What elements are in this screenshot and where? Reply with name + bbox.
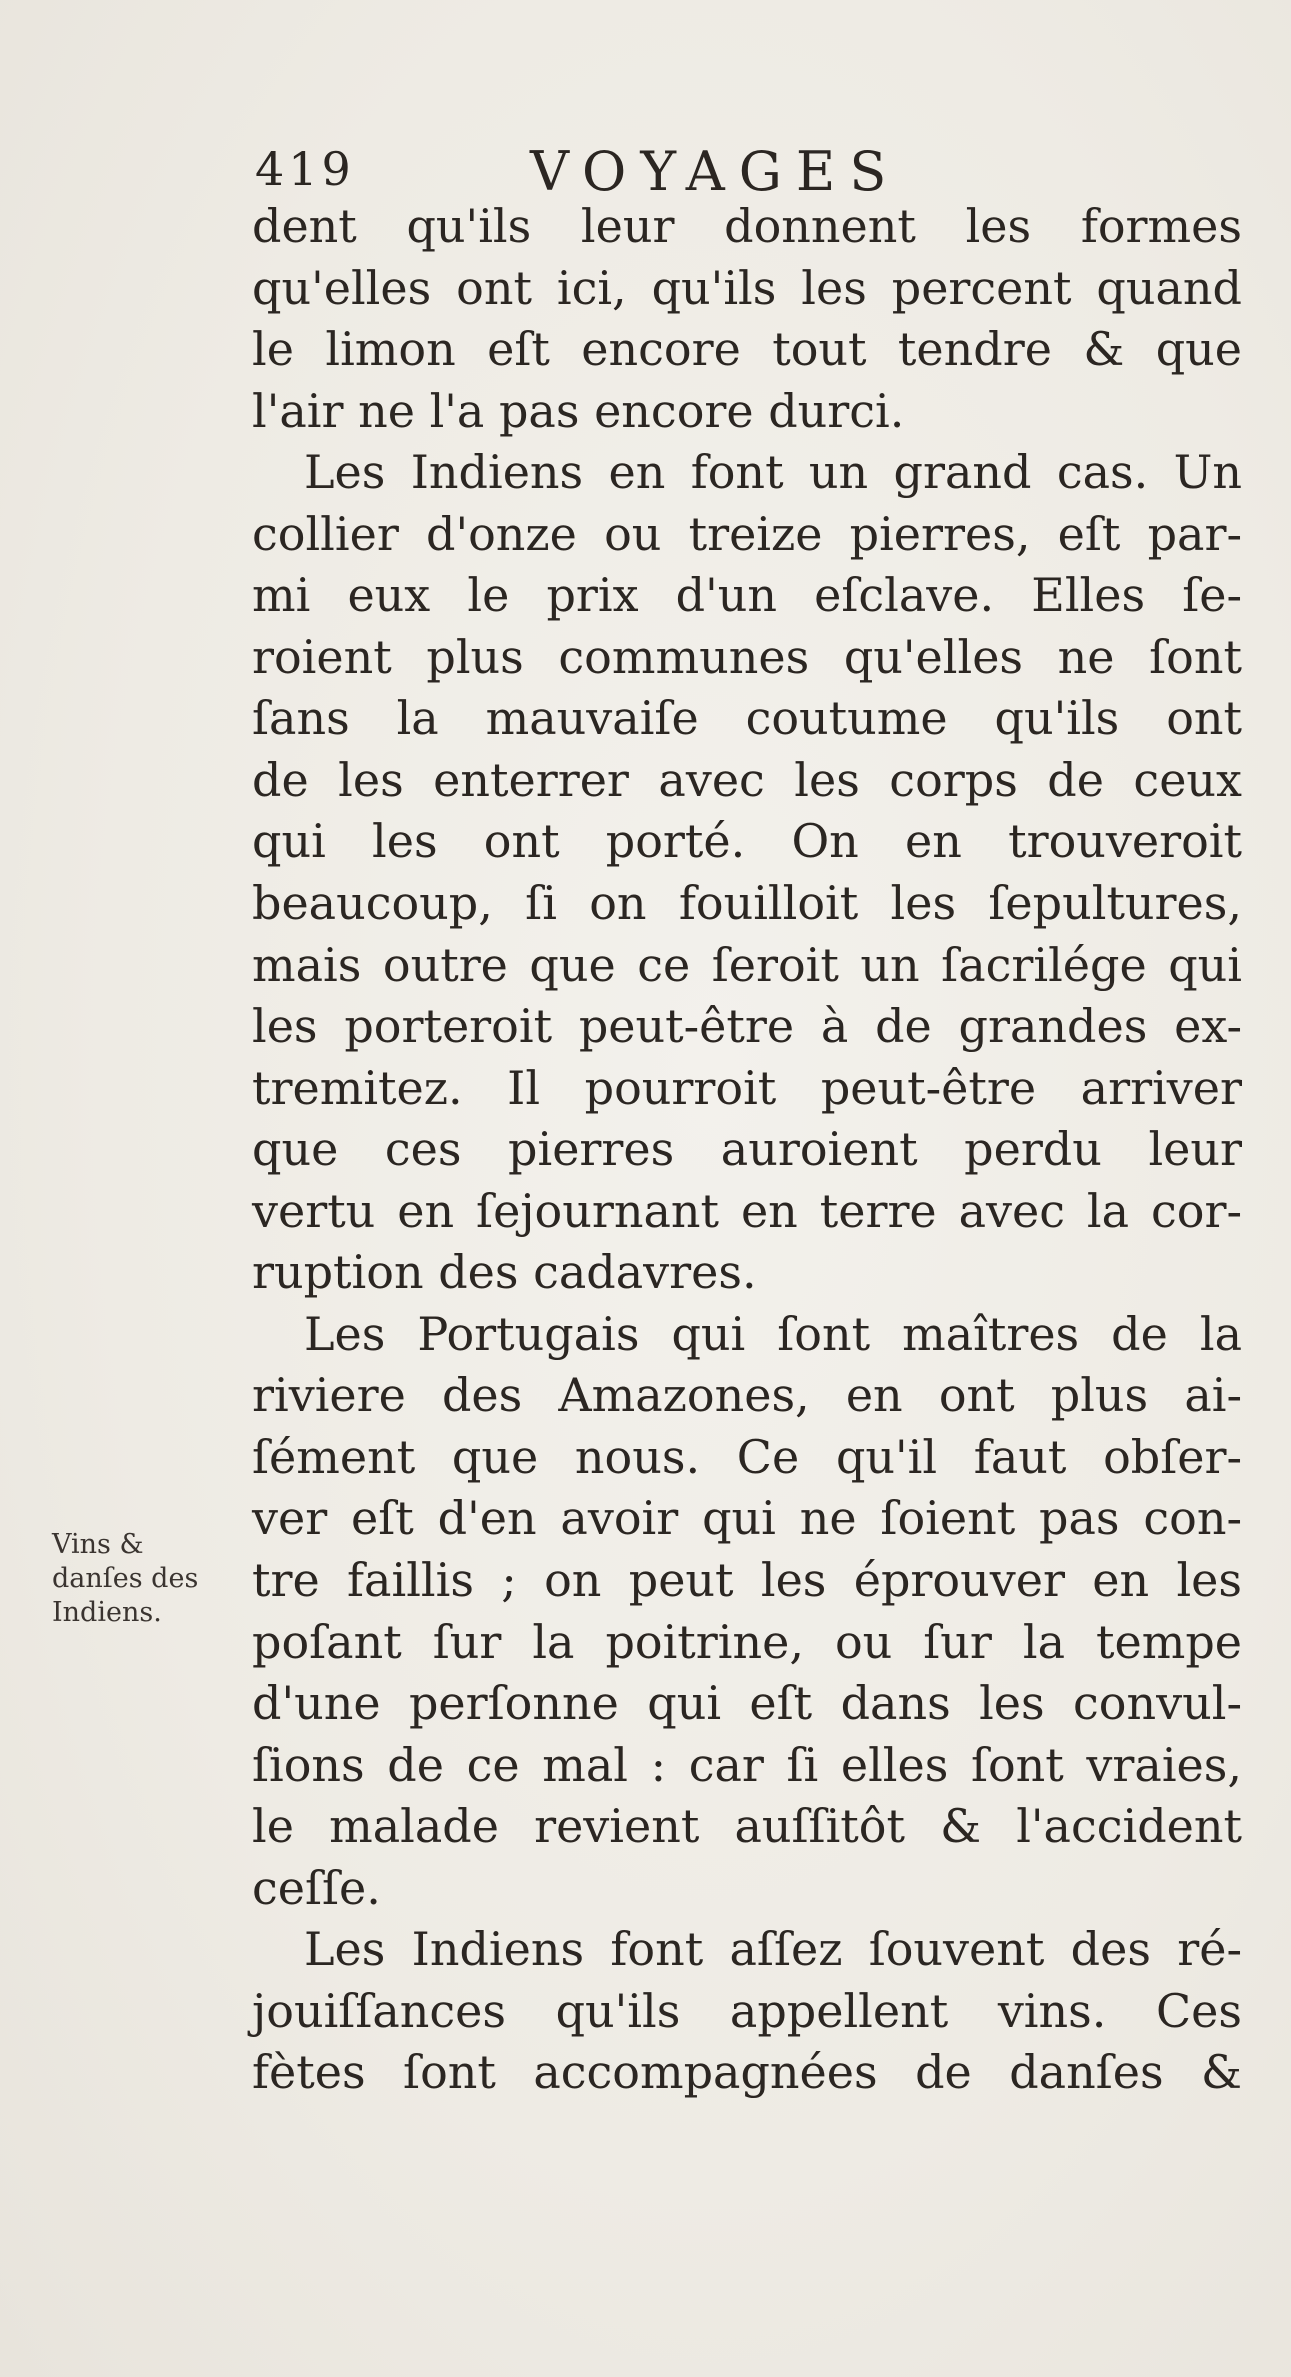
- running-title: VOYAGES: [530, 140, 901, 203]
- text-line: ſément que nous. Ce qu'il faut obſer-: [252, 1429, 1242, 1484]
- paragraph-start-line: Les Portugais qui ſont maîtres de la: [304, 1306, 1242, 1361]
- page-number: 419: [255, 142, 355, 196]
- margin-note: [52, 1528, 232, 1630]
- text-line: que ces pierres auroient perdu leur: [252, 1122, 1242, 1177]
- text-line: ruption des cadavres.: [252, 1245, 757, 1300]
- text-line: ſions de ce mal : car ſi elles ſont vraies,: [252, 1737, 1242, 1792]
- text-line: dent qu'ils leur donnent les formes: [252, 199, 1242, 253]
- paragraph-start-line: Les Indiens en font un grand cas. Un: [304, 445, 1242, 500]
- text-line: tre faillis ; on peut les éprouver en les: [252, 1553, 1242, 1608]
- text-line: fètes ſont accompagnées de danſes &: [252, 2045, 1242, 2100]
- text-line: beaucoup, ſi on fouilloit les ſepultures,: [252, 876, 1242, 931]
- paragraph-start-line: Les Indiens font aſſez ſouvent des ré-: [304, 1922, 1242, 1977]
- body-text: [252, 196, 1242, 2104]
- text-line: collier d'onze ou treize pierres, eſt par-: [252, 506, 1242, 561]
- text-line: jouiſſances qu'ils appellent vins. Ces: [252, 1983, 1242, 2038]
- text-line: qui les ont porté. On en trouveroit: [252, 814, 1242, 869]
- text-line: ceſſe.: [252, 1860, 381, 1915]
- text-line: mais outre que ce ſeroit un ſacrilége qui: [252, 937, 1242, 992]
- text-line: qu'elles ont ici, qu'ils les percent quand: [252, 260, 1242, 315]
- text-line: le limon eſt encore tout tendre & que: [252, 322, 1242, 377]
- text-line: tremitez. Il pourroit peut-être arriver: [252, 1060, 1242, 1115]
- margin-note-line: Indiens.: [52, 1597, 162, 1628]
- margin-note-line: danſes des: [52, 1563, 199, 1594]
- text-line: ver eſt d'en avoir qui ne ſoient pas con-: [252, 1491, 1242, 1546]
- text-line: l'air ne l'a pas encore durci.: [252, 383, 905, 438]
- text-line: vertu en ſejournant en terre avec la cor-: [252, 1183, 1242, 1238]
- text-line: ſans la mauvaiſe coutume qu'ils ont: [252, 691, 1242, 746]
- text-line: les porteroit peut-être à de grandes ex-: [252, 999, 1242, 1054]
- text-line: riviere des Amazones, en ont plus ai-: [252, 1368, 1242, 1423]
- text-line: de les enterrer avec les corps de ceux: [252, 752, 1242, 807]
- text-line: poſant ſur la poitrine, ou ſur la tempe: [252, 1614, 1242, 1669]
- text-line: roient plus communes qu'elles ne ſont: [252, 629, 1242, 684]
- text-line: mi eux le prix d'un eſclave. Elles ſe-: [252, 568, 1242, 623]
- text-line: d'une perſonne qui eſt dans les convul-: [252, 1676, 1242, 1731]
- margin-note-line: Vins &: [52, 1529, 144, 1560]
- text-line: le malade revient auſſitôt & l'accident: [252, 1799, 1242, 1854]
